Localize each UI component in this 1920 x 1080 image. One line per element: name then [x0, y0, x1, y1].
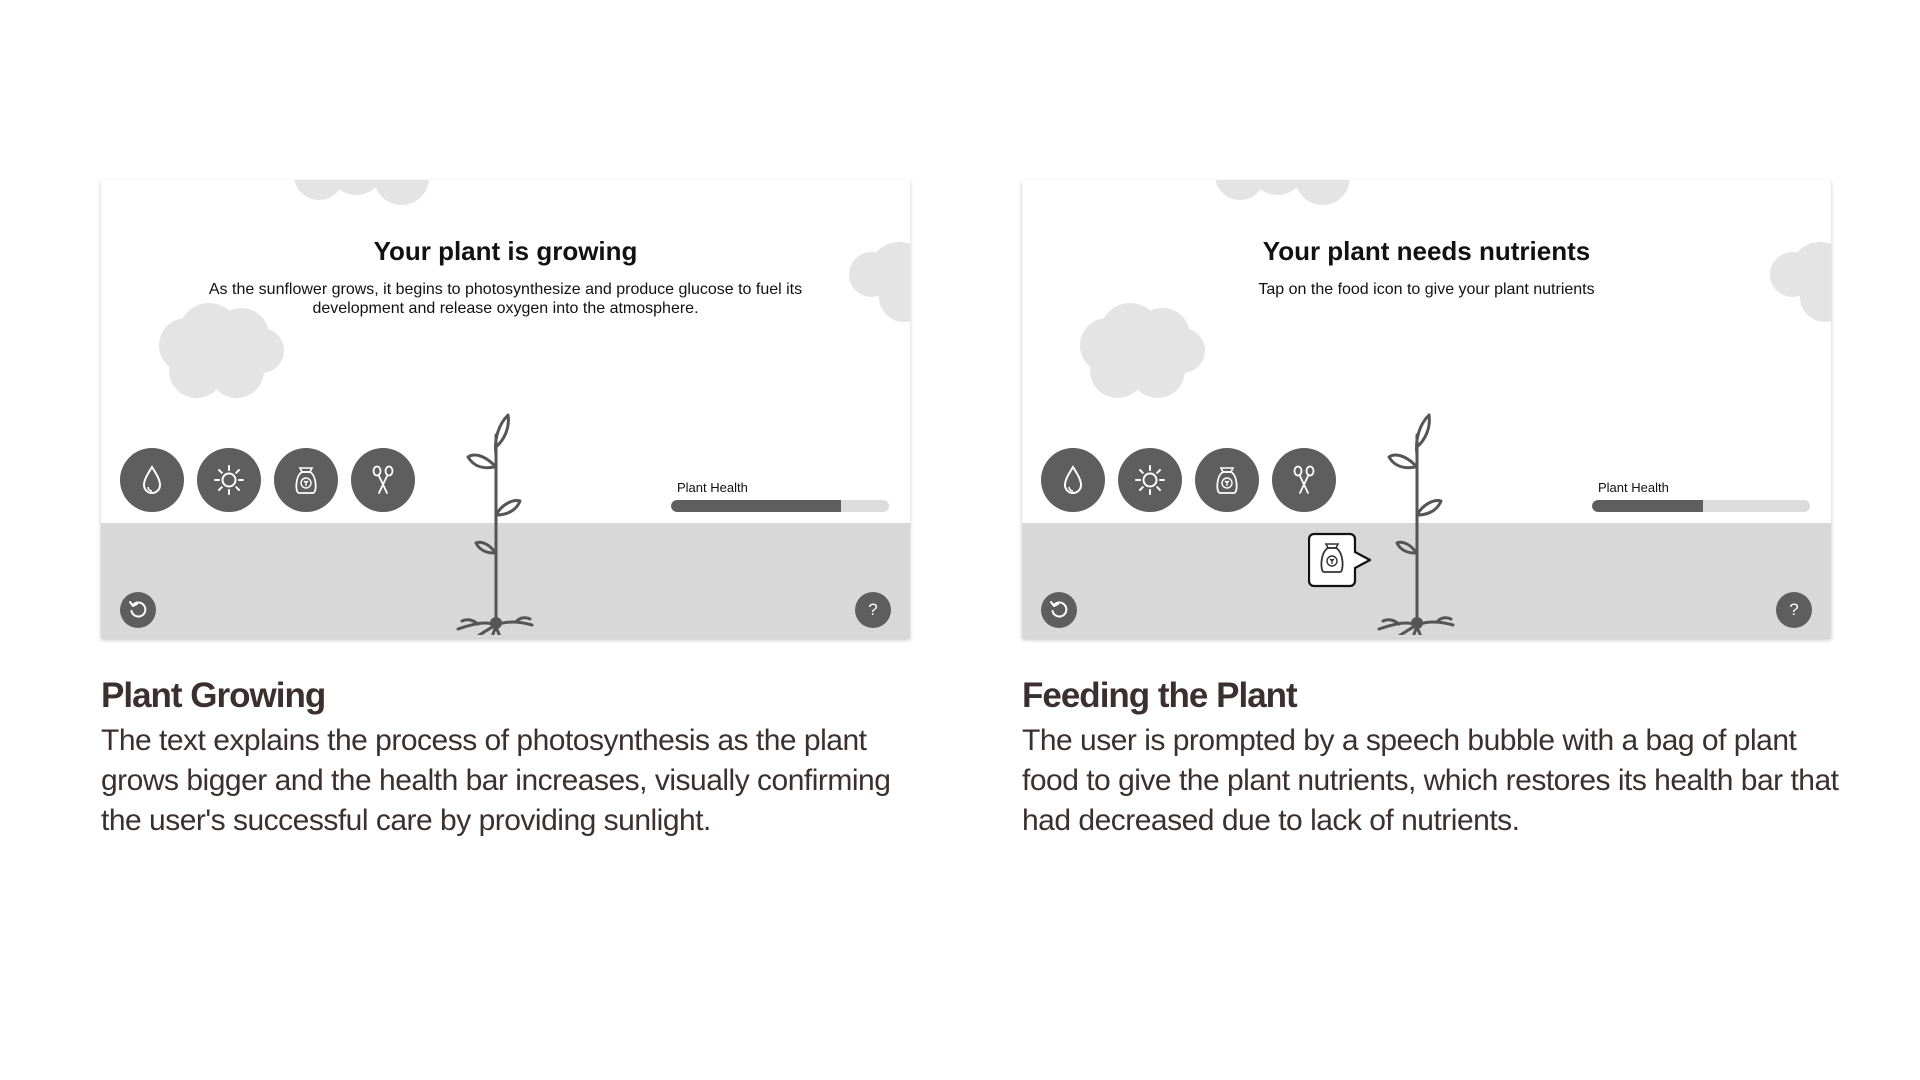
cloud-left: [1080, 298, 1210, 398]
reset-icon: [1048, 599, 1070, 621]
plant-health-bar: [671, 500, 889, 512]
help-button[interactable]: ?: [855, 592, 891, 628]
plant-health-fill: [671, 500, 841, 512]
plant-food-button[interactable]: [274, 448, 338, 512]
water-drop-icon: [1056, 463, 1090, 497]
caption-title: Feeding the Plant: [1022, 676, 1297, 715]
caption-title: Plant Growing: [101, 676, 326, 715]
plant-health-bar: [1592, 500, 1810, 512]
caption-feeding-plant: [1022, 675, 1842, 841]
help-button[interactable]: ?: [1776, 592, 1812, 628]
caption-body: The text explains the process of photosynthesis as the plant grows bigger and the health bar increases, visually confirming the user's successful care by providing sunlight.: [101, 724, 891, 837]
plant-health-fill: [1592, 500, 1703, 512]
water-button[interactable]: [1041, 448, 1105, 512]
plant-health-meter: [671, 480, 889, 512]
prune-button[interactable]: [351, 448, 415, 512]
reset-button[interactable]: [1041, 592, 1077, 628]
plant-food-button[interactable]: [1195, 448, 1259, 512]
sun-icon: [1133, 463, 1167, 497]
plant-health-meter: [1592, 480, 1810, 512]
plant-food-speech-bubble[interactable]: [1308, 532, 1376, 588]
care-toolbar: [120, 448, 428, 512]
caption-plant-growing: [101, 675, 921, 841]
game-screen-plant-growing: [101, 180, 910, 638]
screen-instructions: As the sunflower grows, it begins to photosynthesize and produce glucose to fuel its development and release oxygen into the atmosphere.: [208, 281, 803, 317]
plant-food-bag-icon: [289, 463, 323, 497]
reset-icon: [127, 599, 149, 621]
sunlight-button[interactable]: [1118, 448, 1182, 512]
cloud-top: [1215, 180, 1355, 210]
scissors-icon: [366, 463, 400, 497]
caption-body: The user is prompted by a speech bubble with a bag of plant food to give the plant nutrients, which restores its health bar that had decreased due to lack of nutrients.: [1022, 724, 1839, 837]
sun-icon: [212, 463, 246, 497]
screen-instructions: Tap on the food icon to give your plant nutrients: [1258, 281, 1595, 298]
screen-title: Your plant is growing: [373, 236, 638, 266]
scissors-icon: [1287, 463, 1321, 497]
sunflower-plant: [436, 395, 556, 635]
care-toolbar: [1041, 448, 1349, 512]
plant-food-bag-icon: [1210, 463, 1244, 497]
screen-title: Your plant needs nutrients: [1262, 236, 1591, 266]
plant-health-label: Plant Health: [677, 480, 748, 495]
sunflower-plant: [1357, 395, 1477, 635]
prune-button[interactable]: [1272, 448, 1336, 512]
plant-health-label: Plant Health: [1598, 480, 1669, 495]
sunlight-button[interactable]: [197, 448, 261, 512]
water-drop-icon: [135, 463, 169, 497]
water-button[interactable]: [120, 448, 184, 512]
reset-button[interactable]: [120, 592, 156, 628]
game-screen-feeding-plant: [1022, 180, 1831, 638]
cloud-top: [294, 180, 434, 210]
